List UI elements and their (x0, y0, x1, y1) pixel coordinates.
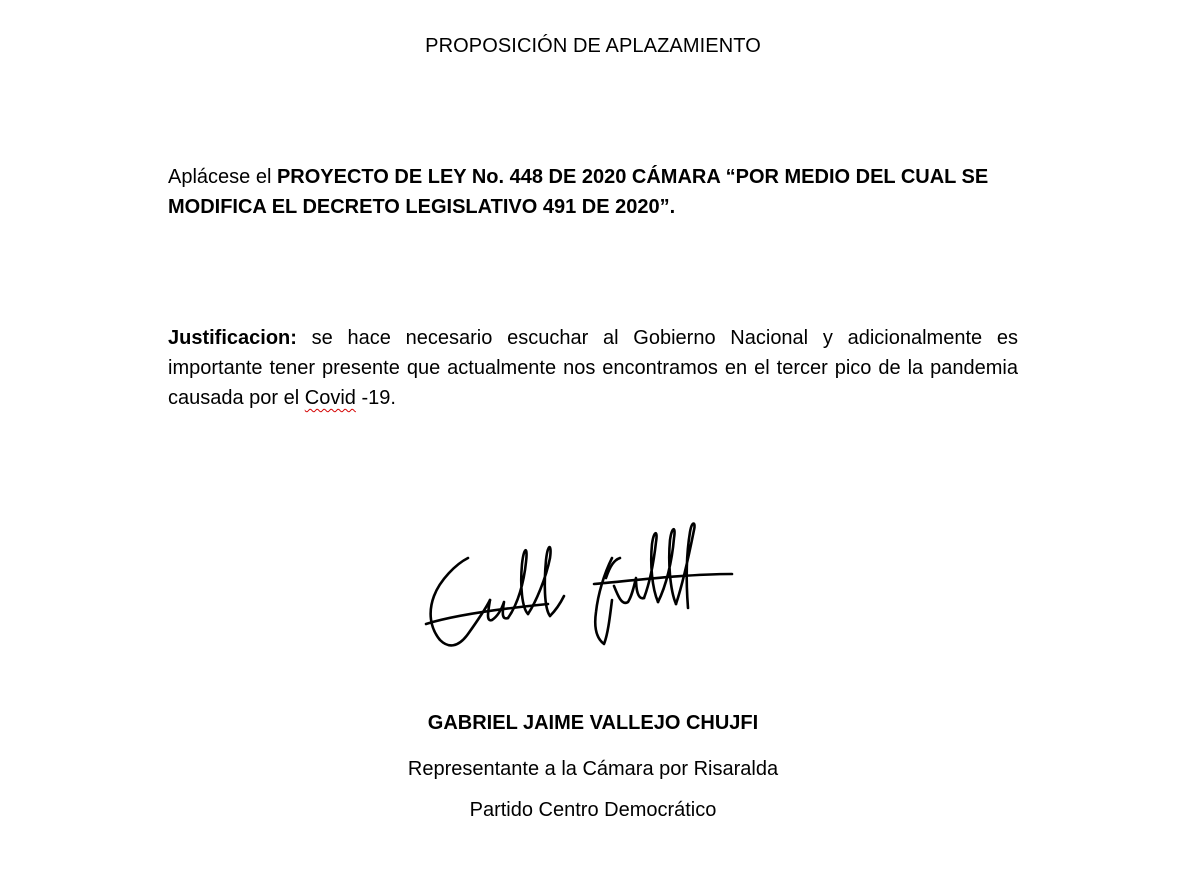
signer-name: GABRIEL JAIME VALLEJO CHUJFI (427, 712, 759, 734)
justification-text-end: -19. (355, 387, 396, 409)
justification-label: Justificacion: (168, 327, 297, 349)
justification-paragraph (168, 323, 1018, 413)
project-title: PROYECTO DE LEY No. 448 DE 2020 CÁMARA “POR MEDIO DEL CUAL SE MODIFICA EL DECRETO LEGISLATIVO 491 DE 2020”. (168, 166, 989, 218)
signer-party: Partido Centro Democrático (469, 799, 717, 821)
justification-text: se hace necesario escuchar al Gobierno Nacional y adicionalmente es importante tener presente que actualmente nos encontramos en el tercer pico de la pandemia causada por el (168, 327, 1018, 409)
signer-role: Representante a la Cámara por Risaralda (407, 758, 779, 780)
project-paragraph (168, 162, 1018, 222)
project-lead-text: Aplácese el (168, 166, 277, 188)
spellcheck-flagged-word[interactable]: Covid (304, 387, 356, 409)
handwritten-signature (418, 516, 748, 656)
document-title: PROPOSICIÓN DE APLAZAMIENTO (425, 35, 761, 57)
